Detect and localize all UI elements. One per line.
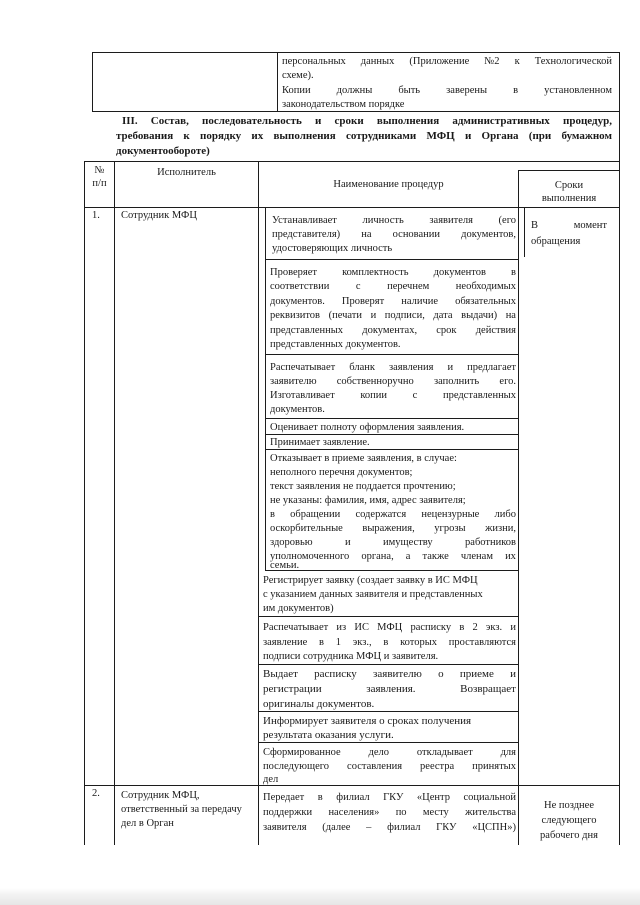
word: к bbox=[183, 130, 190, 142]
word: с bbox=[412, 390, 418, 401]
proc-sep bbox=[265, 570, 519, 571]
word: №2 bbox=[484, 56, 500, 67]
word: Сформированное bbox=[263, 747, 341, 758]
word: проставляются bbox=[448, 637, 516, 648]
proc-line bbox=[270, 280, 516, 293]
word: откладывает bbox=[416, 747, 473, 758]
word: ГКУ bbox=[383, 792, 404, 803]
word: в bbox=[459, 622, 465, 633]
word: (печати bbox=[328, 310, 362, 321]
word: реквизитов bbox=[270, 310, 321, 321]
word: расписку bbox=[314, 668, 357, 680]
word: в bbox=[270, 509, 275, 520]
row-number: 1. bbox=[92, 210, 100, 221]
word: персональных bbox=[282, 56, 346, 67]
word: заявление bbox=[263, 637, 308, 648]
top-text-line bbox=[282, 55, 612, 68]
word: Передает bbox=[263, 792, 305, 803]
word: личность bbox=[362, 215, 404, 226]
word: на bbox=[361, 229, 372, 240]
word: обязательных bbox=[455, 296, 516, 307]
word: его. bbox=[499, 376, 516, 387]
word: содержатся bbox=[355, 509, 407, 520]
word: а bbox=[405, 551, 411, 562]
word: Технологической bbox=[534, 56, 612, 67]
word: ГКУ bbox=[436, 822, 457, 833]
top-col-divider bbox=[277, 52, 278, 112]
word: заполнить bbox=[433, 376, 480, 387]
word: должны bbox=[336, 85, 373, 96]
word: предлагает bbox=[467, 362, 516, 373]
right-border bbox=[619, 52, 620, 845]
proc-line: им документов) bbox=[263, 603, 334, 614]
word: и bbox=[464, 130, 472, 142]
word: органа, bbox=[361, 551, 394, 562]
word: 1 bbox=[335, 637, 341, 648]
left-border-top bbox=[92, 52, 93, 112]
word: документов, bbox=[461, 229, 516, 240]
proc-line bbox=[263, 636, 516, 649]
header-procedure: Наименование процедур bbox=[333, 179, 444, 190]
row-divider bbox=[84, 785, 620, 786]
word: – bbox=[366, 822, 372, 833]
word: и bbox=[345, 537, 351, 548]
scan-edge-shadow bbox=[0, 888, 640, 905]
word: заявителя bbox=[429, 215, 473, 226]
proc-line bbox=[270, 266, 516, 279]
word: заявления. bbox=[366, 683, 416, 695]
col-num-divider bbox=[114, 161, 115, 845]
proc-line bbox=[270, 309, 516, 322]
row-term-line bbox=[531, 219, 607, 232]
word: нецензурные bbox=[421, 509, 480, 520]
word: документов bbox=[433, 267, 486, 278]
proc-line bbox=[263, 668, 516, 681]
executor-line: ответственный за передачу bbox=[121, 804, 242, 815]
word: В bbox=[531, 220, 539, 231]
word: 2 bbox=[472, 622, 478, 633]
proc-line bbox=[270, 324, 516, 337]
word: Проверят bbox=[341, 296, 385, 307]
word: экз. bbox=[485, 622, 503, 633]
proc-sep bbox=[265, 354, 519, 355]
proc-line bbox=[263, 821, 516, 834]
word: жительства bbox=[465, 807, 516, 818]
word: заверены bbox=[446, 85, 488, 96]
word: заявления bbox=[389, 362, 434, 373]
word: Копии bbox=[282, 85, 311, 96]
proc-line bbox=[263, 760, 516, 773]
word: момент bbox=[573, 220, 607, 231]
word: ИС bbox=[354, 622, 369, 633]
proc-line: Принимает заявление. bbox=[270, 437, 370, 448]
word: «Центр bbox=[416, 792, 450, 803]
word: работников bbox=[465, 537, 516, 548]
word: (Приложение bbox=[409, 56, 470, 67]
word: (его bbox=[498, 215, 516, 226]
word: и bbox=[447, 362, 454, 373]
word: заявителя bbox=[263, 822, 307, 833]
word: процедур, bbox=[562, 115, 612, 127]
word: быть bbox=[398, 85, 421, 96]
word: установленном bbox=[544, 85, 612, 96]
proc-sep bbox=[259, 616, 519, 617]
word: выполнения bbox=[273, 130, 336, 142]
word: копии bbox=[360, 390, 387, 401]
proc-sep bbox=[265, 259, 519, 260]
proc-line bbox=[270, 295, 516, 308]
row-term bbox=[519, 799, 619, 842]
word: экз., bbox=[352, 637, 372, 648]
header-top-line bbox=[84, 161, 620, 162]
proc-sep bbox=[265, 418, 519, 419]
top-border bbox=[92, 52, 620, 53]
col-proc-divider bbox=[518, 170, 519, 845]
word: III. bbox=[122, 115, 138, 127]
word: принятых bbox=[472, 761, 516, 772]
word: выдачи) bbox=[461, 310, 498, 321]
word: филиал bbox=[387, 822, 421, 833]
proc-line bbox=[272, 214, 516, 227]
header-num-line: п/п bbox=[92, 178, 107, 189]
header-term-line: Сроки bbox=[554, 180, 584, 191]
proc-line bbox=[263, 791, 516, 804]
proc-line: семьи. bbox=[270, 560, 300, 571]
proc-line bbox=[270, 536, 516, 549]
word: действия bbox=[475, 325, 516, 336]
proc-line bbox=[270, 550, 516, 563]
proc-sep bbox=[265, 434, 519, 435]
proc-line: представленных документов. bbox=[270, 339, 401, 350]
row-term-line: обращения bbox=[531, 236, 581, 247]
header-term-line: выполнения bbox=[541, 193, 597, 204]
row-number: 2. bbox=[92, 788, 100, 799]
word: Изготавливает bbox=[270, 390, 335, 401]
proc-line: Регистрирует заявку (создает заявку в ИС МФЦ bbox=[263, 575, 478, 586]
proc-line: подписи сотрудника МФЦ и заявителя. bbox=[263, 651, 439, 662]
word: комплектность bbox=[342, 267, 409, 278]
word: основании bbox=[392, 229, 441, 240]
word: которых bbox=[400, 637, 438, 648]
word: дело bbox=[368, 747, 390, 758]
proc-sep bbox=[259, 711, 519, 712]
term-line: рабочего дня bbox=[540, 830, 598, 841]
word: в bbox=[511, 267, 516, 278]
word: составления bbox=[347, 761, 403, 772]
word: Выдает bbox=[263, 668, 298, 680]
word: в bbox=[383, 637, 389, 648]
executor-line: Сотрудник МФЦ, bbox=[121, 790, 200, 801]
proc-line: неполного перечня документов; bbox=[270, 467, 413, 478]
proc-line: результата оказания услуги. bbox=[263, 729, 394, 741]
word: заявителю bbox=[270, 376, 317, 387]
proc-line bbox=[272, 228, 516, 241]
word: либо bbox=[494, 509, 516, 520]
term-header-line bbox=[518, 170, 619, 171]
header-term bbox=[519, 179, 619, 205]
word: «ЦСПН») bbox=[472, 822, 516, 833]
section-heading-line: документообороте) bbox=[116, 145, 210, 157]
word: МФЦ bbox=[377, 622, 403, 633]
word: (далее bbox=[322, 822, 351, 833]
word: Распечатывает bbox=[263, 622, 329, 633]
word: заявителю bbox=[373, 668, 422, 680]
proc-inner-left bbox=[265, 207, 266, 571]
proc-line bbox=[270, 375, 516, 388]
word: и bbox=[510, 622, 516, 633]
word: для bbox=[500, 747, 516, 758]
row-executor: Сотрудник МФЦ bbox=[121, 210, 197, 221]
word: соответствии bbox=[270, 281, 330, 292]
word: выполнения bbox=[376, 115, 440, 127]
word: оскорбительные bbox=[270, 523, 343, 534]
proc-line: оригиналы документов. bbox=[263, 698, 375, 710]
proc-line bbox=[270, 389, 516, 402]
proc-line bbox=[270, 522, 516, 535]
proc-line: удостоверяющих личность bbox=[272, 243, 393, 254]
header-num bbox=[85, 164, 114, 190]
word: обращении bbox=[290, 509, 341, 520]
word: филиал bbox=[336, 792, 370, 803]
word: уполномоченного bbox=[270, 551, 350, 562]
proc-line: Информирует заявителя о сроках получения bbox=[263, 715, 472, 727]
word: МФЦ bbox=[426, 130, 455, 142]
proc-line: Оценивает полноту оформления заявления. bbox=[270, 422, 465, 433]
word: выражения, bbox=[362, 523, 415, 534]
header-num-line: № bbox=[94, 165, 105, 176]
word: реестра bbox=[420, 761, 455, 772]
word: и bbox=[315, 115, 322, 127]
word: последующего bbox=[263, 761, 330, 772]
word: представленных bbox=[442, 390, 516, 401]
proc-sep bbox=[265, 449, 519, 450]
word: административных bbox=[452, 115, 550, 127]
term-line: Не позднее bbox=[544, 800, 594, 811]
word: Проверяет bbox=[270, 267, 317, 278]
word: угрозы bbox=[434, 523, 466, 534]
proc-sep bbox=[259, 742, 519, 743]
word: на bbox=[505, 310, 516, 321]
word: с bbox=[355, 281, 361, 292]
word: в bbox=[319, 637, 324, 648]
word: перечнем bbox=[387, 281, 430, 292]
word: их bbox=[251, 130, 264, 142]
word: здоровью bbox=[270, 537, 313, 548]
word: сроки bbox=[334, 115, 364, 127]
term-line: следующего bbox=[541, 815, 597, 826]
section-heading-line bbox=[122, 115, 612, 128]
proc-line: документов. bbox=[270, 404, 325, 415]
word: документов. bbox=[270, 296, 325, 307]
word: сотрудниками bbox=[345, 130, 417, 142]
word: в bbox=[513, 85, 519, 96]
word: имуществу bbox=[383, 537, 433, 548]
top-text-line bbox=[282, 84, 612, 97]
word: подписи, bbox=[384, 310, 425, 321]
section-top-line bbox=[92, 111, 620, 112]
word: поддержки bbox=[263, 807, 313, 818]
word: и bbox=[370, 310, 377, 321]
proc-line: дел bbox=[263, 774, 279, 785]
proc-sep bbox=[259, 664, 519, 665]
word: их bbox=[505, 551, 516, 562]
proc-inner-right bbox=[524, 207, 525, 257]
word: (при bbox=[528, 130, 552, 142]
word: порядку bbox=[200, 130, 242, 142]
word: бумажном bbox=[561, 130, 612, 142]
proc-line: Отказывает в приеме заявления, в случае: bbox=[270, 453, 457, 464]
left-border bbox=[84, 161, 85, 845]
word: социальной bbox=[463, 792, 516, 803]
word: собственноручно bbox=[336, 376, 414, 387]
word: месту bbox=[422, 807, 449, 818]
word: Состав, bbox=[150, 115, 189, 127]
word: также bbox=[422, 551, 449, 562]
word: регистрации bbox=[263, 683, 322, 695]
word: представленных bbox=[270, 325, 344, 336]
word: по bbox=[395, 807, 407, 818]
word: из bbox=[336, 622, 347, 633]
proc-line bbox=[263, 683, 516, 696]
word: жизни, bbox=[485, 523, 516, 534]
word: последовательность bbox=[202, 115, 302, 127]
word: о bbox=[438, 668, 444, 680]
word: наличие bbox=[401, 296, 439, 307]
word: в bbox=[317, 792, 323, 803]
word: необходимых bbox=[455, 281, 516, 292]
word: представителя) bbox=[272, 229, 341, 240]
word: бланк bbox=[349, 362, 375, 373]
word: Возвращает bbox=[460, 683, 516, 695]
proc-line: текст заявления не поддается прочтению; bbox=[270, 481, 456, 492]
word: Органа bbox=[481, 130, 519, 142]
proc-line bbox=[263, 806, 516, 819]
proc-line: с указанием данных заявителя и представленных bbox=[263, 589, 483, 600]
word: данных bbox=[360, 56, 395, 67]
proc-line bbox=[270, 508, 516, 521]
proc-line bbox=[263, 621, 516, 634]
word: срок bbox=[436, 325, 457, 336]
word: и bbox=[510, 668, 516, 680]
word: населения» bbox=[328, 807, 380, 818]
proc-line bbox=[270, 361, 516, 374]
executor-line: дел в Орган bbox=[121, 818, 174, 829]
section-heading-line bbox=[116, 130, 612, 143]
word: требования bbox=[116, 130, 174, 142]
header-bottom-line bbox=[84, 207, 620, 208]
word: дата bbox=[433, 310, 453, 321]
word: к bbox=[514, 56, 520, 67]
word: документах, bbox=[362, 325, 418, 336]
top-text-line: законодательством порядке bbox=[282, 99, 405, 110]
word: Распечатывает bbox=[270, 362, 336, 373]
word: Устанавливает bbox=[272, 215, 337, 226]
header-executor: Исполнитель bbox=[157, 167, 216, 178]
proc-line bbox=[263, 746, 516, 759]
top-text-line: схеме). bbox=[282, 70, 314, 81]
word: членам bbox=[460, 551, 493, 562]
word: приеме bbox=[459, 668, 494, 680]
proc-line: не указаны: фамилия, имя, адрес заявителя; bbox=[270, 495, 466, 506]
word: расписку bbox=[410, 622, 452, 633]
